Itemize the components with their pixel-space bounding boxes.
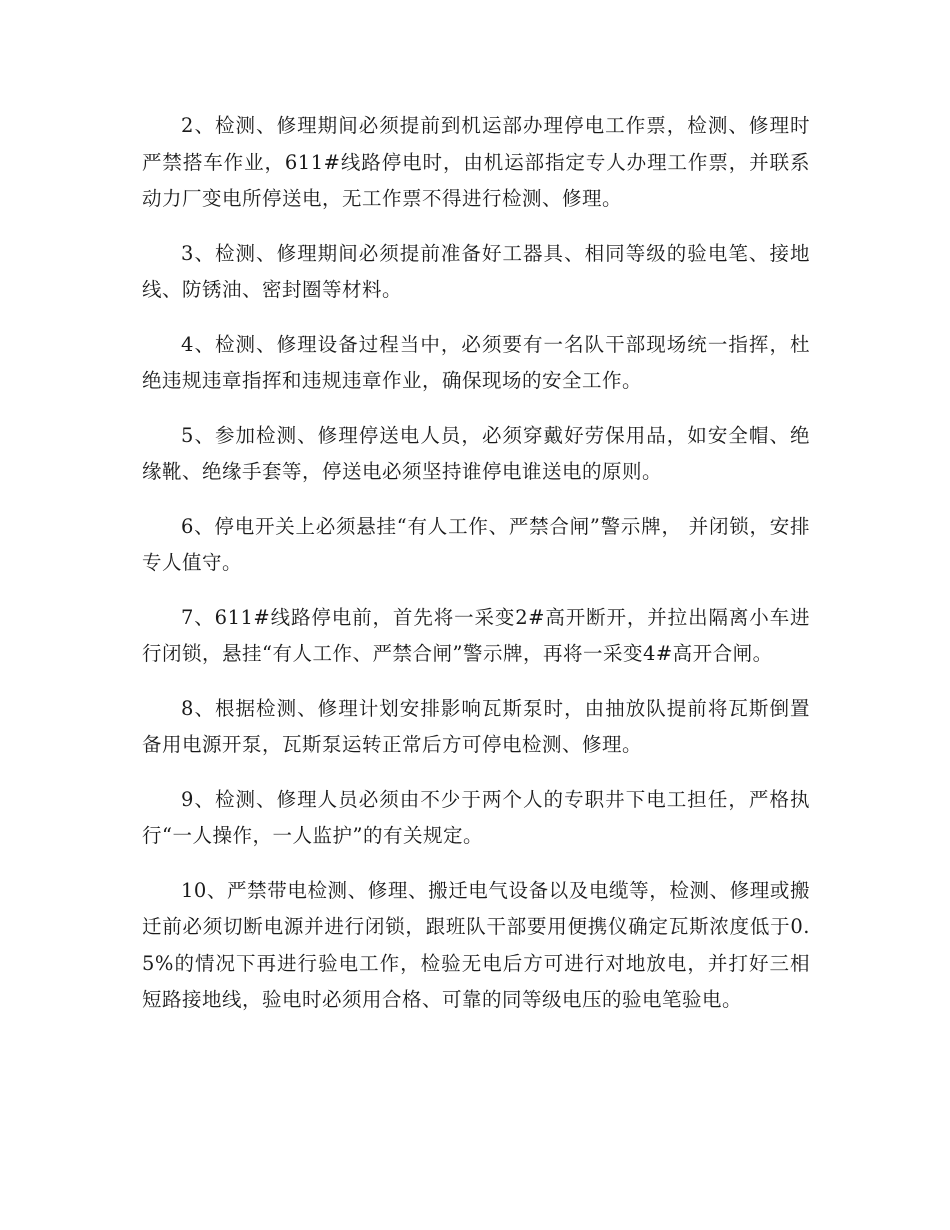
paragraph-item-7: 7、611#线路停电前，首先将一采变2#高开断开，并拉出隔离小车进行闭锁，悬挂“有人工作、严禁合闸”警示牌，再将一采变4#高开合闸。 bbox=[142, 605, 810, 665]
paragraph-item-4: 4、检测、修理设备过程当中，必须要有一名队干部现场统一指挥，杜绝违规违章指挥和违规违章作业，确保现场的安全工作。 bbox=[142, 332, 810, 392]
paragraph-item-6: 6、停电开关上必须悬挂“有人工作、严禁合闸”警示牌， 并闭锁，安排专人值守。 bbox=[142, 514, 810, 574]
paragraph-item-8: 8、根据检测、修理计划安排影响瓦斯泵时，由抽放队提前将瓦斯倒置备用电源开泵，瓦斯泵运转正常后方可停电检测、修理。 bbox=[142, 696, 810, 756]
paragraph-item-9: 9、检测、修理人员必须由不少于两个人的专职井下电工担任，严格执行“一人操作，一人监护”的有关规定。 bbox=[142, 787, 810, 847]
paragraph-item-3: 3、检测、修理期间必须提前准备好工器具、相同等级的验电笔、接地线、防锈油、密封圈等材料。 bbox=[142, 241, 810, 301]
paragraph-item-5: 5、参加检测、修理停送电人员，必须穿戴好劳保用品，如安全帽、绝缘靴、绝缘手套等，停送电必须坚持谁停电谁送电的原则。 bbox=[142, 423, 810, 483]
paragraph-item-10: 10、严禁带电检测、修理、搬迁电气设备以及电缆等，检测、修理或搬迁前必须切断电源并进行闭锁，跟班队干部要用便携仪确定瓦斯浓度低于0.5%的情况下再进行验电工作，检验无电后方可进行对地放电，并打好三相短路接地线，验电时必须用合格、可靠的同等级电压的验电笔验电。 bbox=[142, 878, 810, 1011]
document-body bbox=[142, 108, 810, 1037]
paragraph-item-2: 2、检测、修理期间必须提前到机运部办理停电工作票，检测、修理时严禁搭车作业，611#线路停电时，由机运部指定专人办理工作票，并联系动力厂变电所停送电，无工作票不得进行检测、修理。 bbox=[142, 114, 810, 210]
